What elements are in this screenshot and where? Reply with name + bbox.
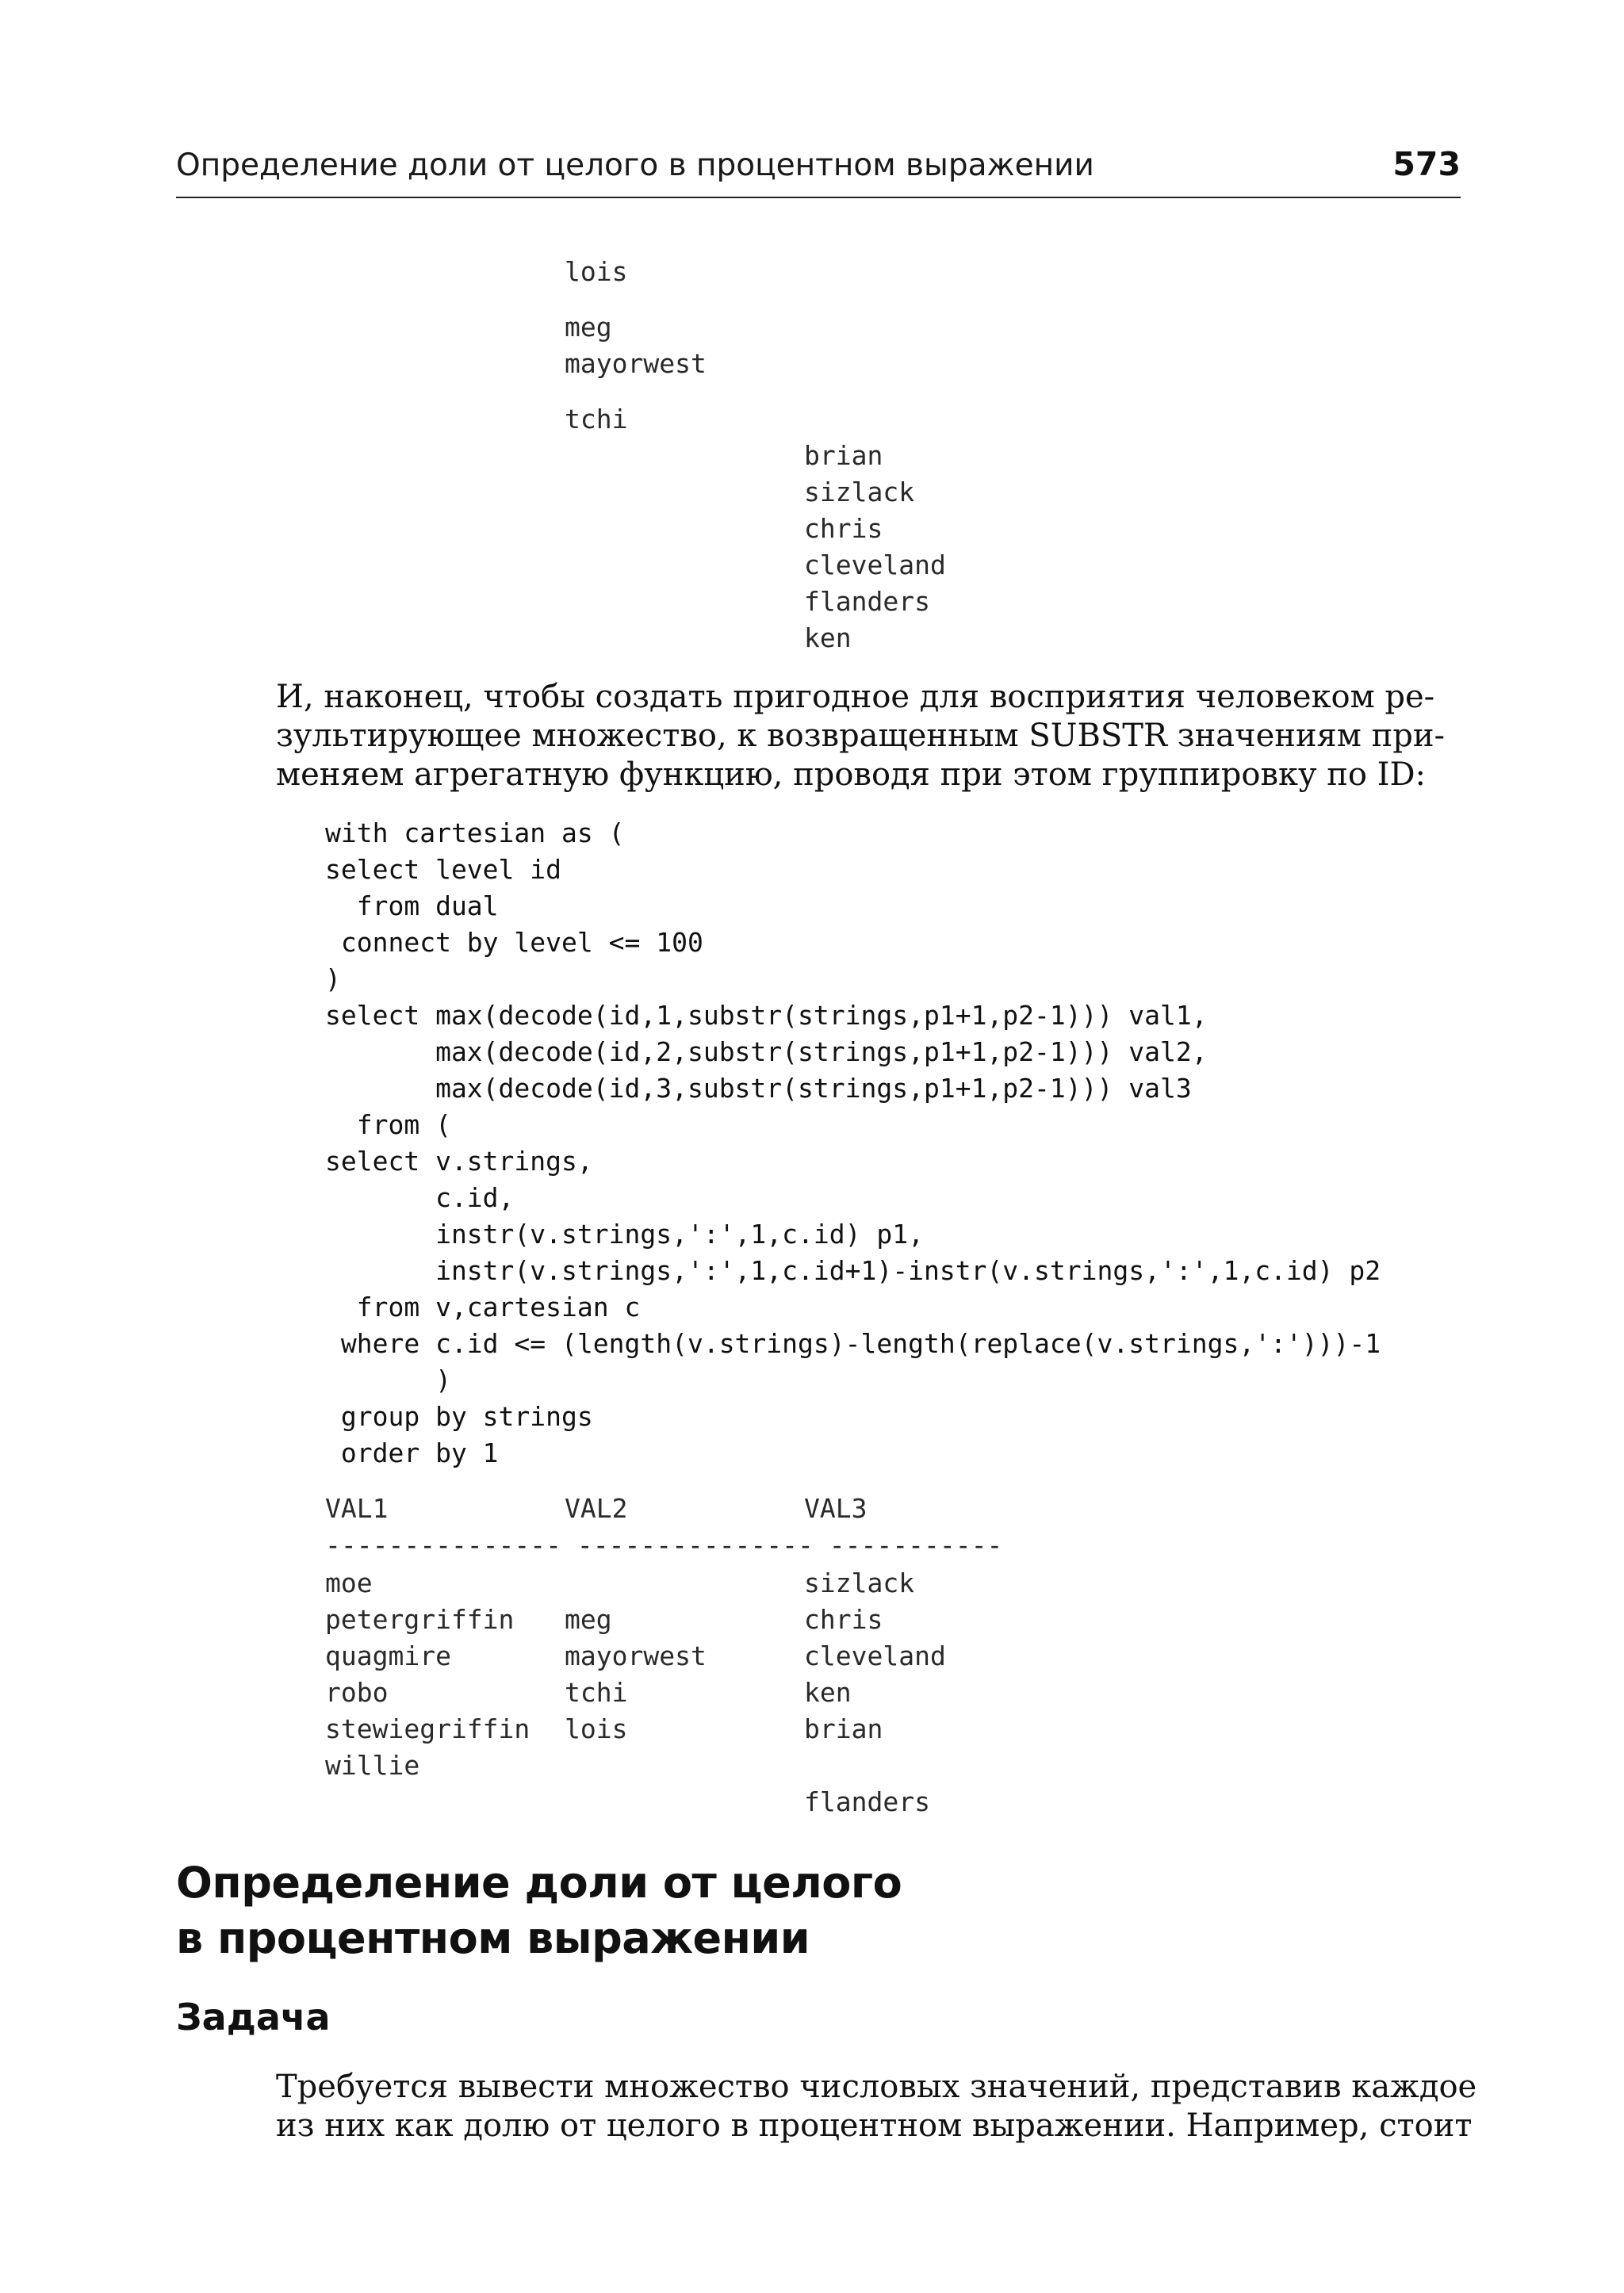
paragraph-line: меняем агрегатную функцию, проводя при этом группировку по ID: [276,756,1427,793]
table-cell: chris [804,1604,883,1635]
paragraph-line: зультирующее множество, к возвращенным SUBSTR значениям при- [276,718,1446,754]
table-separator: --------------- --------------- ----------- [325,1529,1003,1560]
output-value: meg [565,312,612,343]
header-rule [176,197,1461,198]
paragraph-line: из них как долю от целого в процентном выражении. Например, стоит [276,2107,1473,2144]
code-line: instr(v.strings,':',1,c.id+1)-instr(v.strings,':',1,c.id) p2 [325,1255,1381,1286]
column-header: VAL3 [804,1493,868,1524]
subsection-title: Задача [176,1996,331,2038]
code-line: connect by level <= 100 [325,927,703,958]
code-line: from ( [325,1109,451,1140]
table-cell: lois [565,1713,628,1744]
code-line: instr(v.strings,':',1,c.id) p1, [325,1219,924,1250]
output-value: tchi [565,404,628,434]
section-title-line: в процентном выражении [176,1913,810,1963]
output-value: flanders [804,586,930,617]
table-cell: tchi [565,1677,628,1708]
output-value: ken [804,622,852,653]
code-line: select level id [325,854,562,885]
code-line: from dual [325,890,499,921]
output-value: mayorwest [565,348,707,379]
code-line: max(decode(id,2,substr(strings,p1+1,p2-1))) val2, [325,1036,1208,1067]
section-title [176,1855,902,1966]
table-cell: petergriffin [325,1604,515,1635]
table-cell: flanders [804,1786,930,1817]
code-line: c.id, [325,1182,515,1213]
table-cell: stewiegriffin [325,1713,530,1744]
running-head-title: Определение доли от целого в процентном выражении [176,147,1094,183]
table-cell: cleveland [804,1640,946,1671]
column-header: VAL1 [325,1493,389,1524]
page-number: 573 [1392,145,1461,183]
code-line: from v,cartesian c [325,1292,641,1323]
table-cell: quagmire [325,1640,451,1671]
table-cell: brian [804,1713,883,1744]
table-cell: meg [565,1604,612,1635]
code-line: with cartesian as ( [325,817,625,848]
section-title-line: Определение доли от целого [176,1858,902,1908]
table-cell: mayorwest [565,1640,707,1671]
table-cell: robo [325,1677,389,1708]
code-line: where c.id <= (length(v.strings)-length(replace(v.strings,':')))-1 [325,1328,1381,1359]
code-line: max(decode(id,3,substr(strings,p1+1,p2-1))) val3 [325,1073,1192,1104]
code-line: ) [325,963,341,994]
column-header: VAL2 [565,1493,628,1524]
table-cell: willie [325,1750,420,1781]
output-value: lois [565,256,628,287]
code-line: ) [325,1365,451,1395]
paragraph-line: Требуется вывести множество числовых значений, представив каждое [276,2069,1477,2105]
paragraph-line: И, наконец, чтобы создать пригодное для восприятия человеком ре- [276,679,1435,715]
output-value: chris [804,513,883,544]
code-line: select max(decode(id,1,substr(strings,p1+1,p2-1))) val1, [325,1000,1208,1031]
output-value: brian [804,440,883,471]
code-line: order by 1 [325,1437,499,1468]
table-cell: moe [325,1568,373,1598]
output-value: sizlack [804,477,915,507]
table-cell: sizlack [804,1568,915,1598]
table-cell: ken [804,1677,852,1708]
code-line: select v.strings, [325,1146,593,1177]
code-line: group by strings [325,1401,593,1432]
output-value: cleveland [804,549,946,580]
